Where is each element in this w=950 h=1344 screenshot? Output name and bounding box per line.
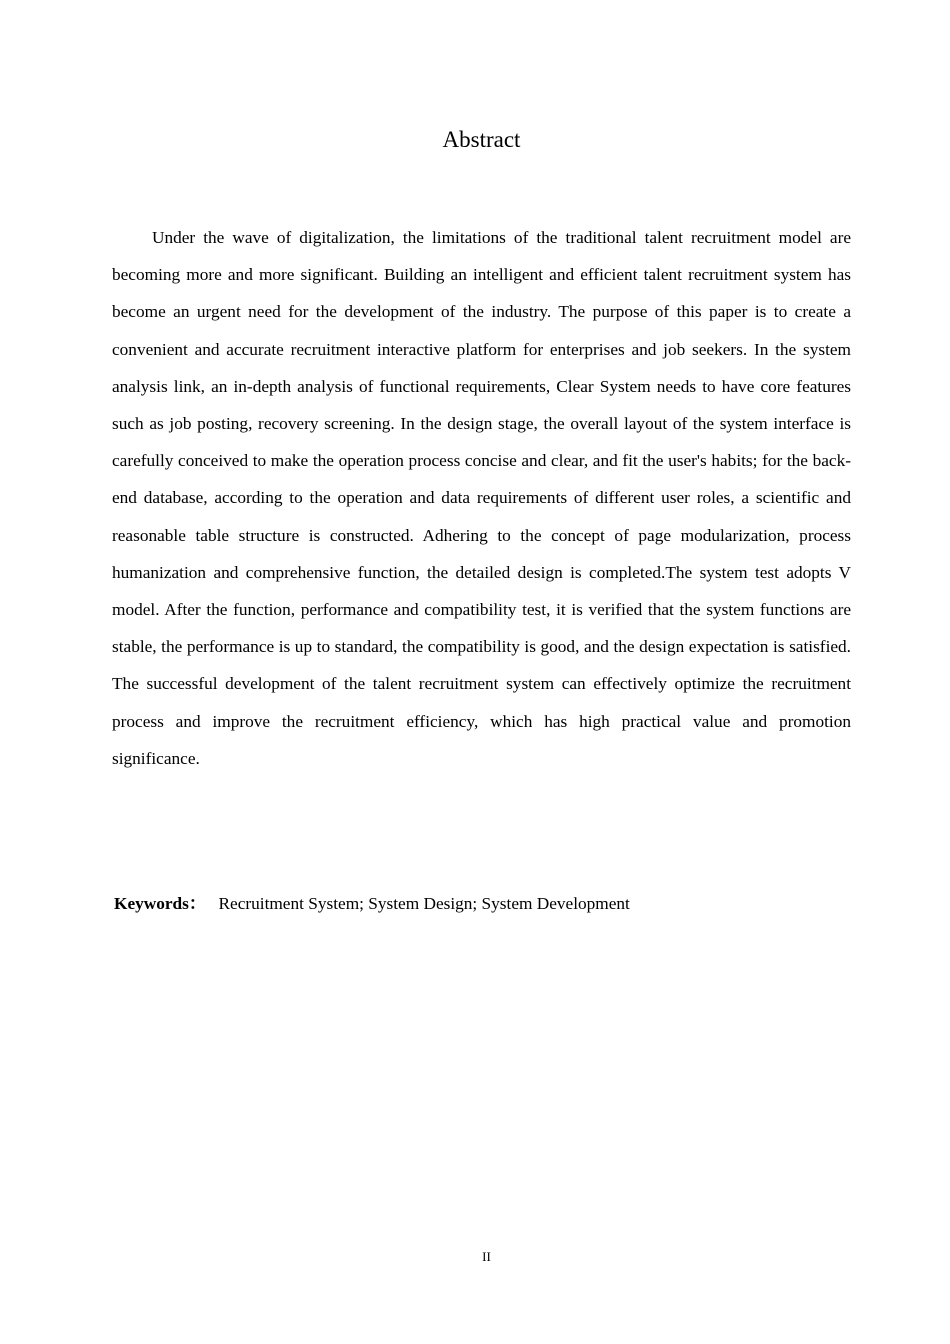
abstract-title: Abstract (442, 127, 521, 152)
page-number: II (482, 1249, 491, 1264)
keywords-label: Keywords： (114, 894, 207, 913)
keywords-value: Recruitment System; System Design; System Development (218, 894, 630, 913)
keywords-line (114, 889, 854, 919)
abstract-body: Under the wave of digitalization, the limitations of the traditional talent recruitment model are becoming more and more significant. Building an intelligent and efficient talent recruitment system has become an urgent need for the development of the industry. The purpose of this paper is to create a convenient and accurate recruitment interactive platform for enterprises and job seekers. In the system analysis link, an in-depth analysis of functional requirements, Clear System needs to have core features such as job posting, recovery screening. In the design stage, the overall layout of the system interface is carefully conceived to make the operation process concise and clear, and fit the user's habits; for the back-end database, according to the operation and data requirements of different user roles, a scientific and reasonable table structure is constructed. Adhering to the concept of page modularization, process humanization and comprehensive function, the detailed design is completed.The system test adopts V model. After the function, performance and compatibility test, it is verified that the system functions are stable, the performance is up to standard, the compatibility is good, and the design expectation is satisfied. The successful development of the talent recruitment system can effectively optimize the recruitment process and improve the recruitment efficiency, which has high practical value and promotion significance. (112, 228, 851, 768)
